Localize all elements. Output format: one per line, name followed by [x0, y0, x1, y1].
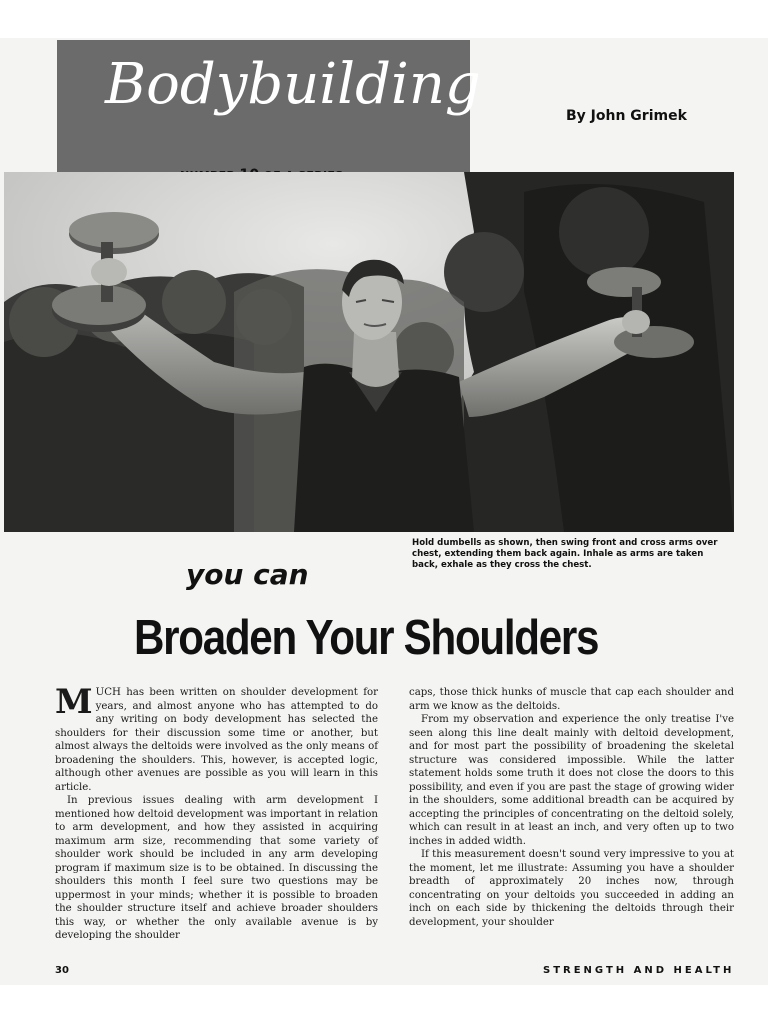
article-paragraph: If this measurement doesn't sound very impressive to you at the moment, let me illustrate: Assuming you have a shoulder breadth of approximately 20 inches now, through concentrating on your deltoids you succeeded in adding an inch on each side by thickening the deltoids through their development, your shoulder — [409, 849, 734, 928]
photo-caption: Hold dumbells as shown, then swing front and cross arms over chest, extending them back again. Inhale as arms are taken back, exhale as they cross the chest. — [412, 538, 718, 570]
page-number: 30 — [55, 965, 69, 976]
byline: By John Grimek — [566, 108, 687, 124]
article-paragraph: MUCH has been written on shoulder development for years, and almost anyone who has attempted to do any writing on body development has selected the shoulders for their discussion some time or another, but almost always the deltoids were involved as the only means of broadening the shoulders. This, however, is accepted logic, although other avenues are possible as you will learn in this article. — [55, 682, 378, 793]
headline-kicker: you can — [186, 558, 309, 591]
article-paragraph: In previous issues dealing with arm development I mentioned how deltoid development was important in relation to arm development, and how they assisted in acquiring maximum arm size, recommending that some variety of shoulder work should be included in any arm developing program if maximum size is to be obtained. In discussing the shoulders this month I feel sure two questions may be uppermost in your minds; whether it is possible to broaden the shoulder structure itself and achieve broader shoulders this way, or whether the only available avenue is by developing the shoulder — [55, 795, 378, 941]
article-photo — [4, 172, 734, 532]
scan-margin-bottom — [0, 985, 768, 1024]
section-title: Bodybuilding — [105, 52, 481, 117]
article-paragraph: From my observation and experience the only treatise I've seen along this line dealt mainly with deltoid development, and for most part the possibility of broadening the skeletal structure was considered impossible. While the latter statement holds some truth it does not close the doors to this possibility, and even if you are past the stage of growing wider in the shoulders, some additional breadth can be acquired by accepting the principles of concentrating on the deltoid solely, which can result in at least an inch, and very often up to two inches in added width. — [409, 714, 734, 847]
drop-cap: M — [55, 682, 93, 722]
article-column-left — [55, 682, 378, 943]
headline: Broaden Your Shoulders — [134, 611, 599, 665]
article-column-right — [409, 686, 734, 929]
article-paragraph: caps, those thick hunks of muscle that cap each shoulder and arm we know as the deltoids. — [409, 687, 734, 712]
scan-margin-top — [0, 0, 768, 38]
magazine-name: STRENGTH AND HEALTH — [543, 965, 735, 976]
